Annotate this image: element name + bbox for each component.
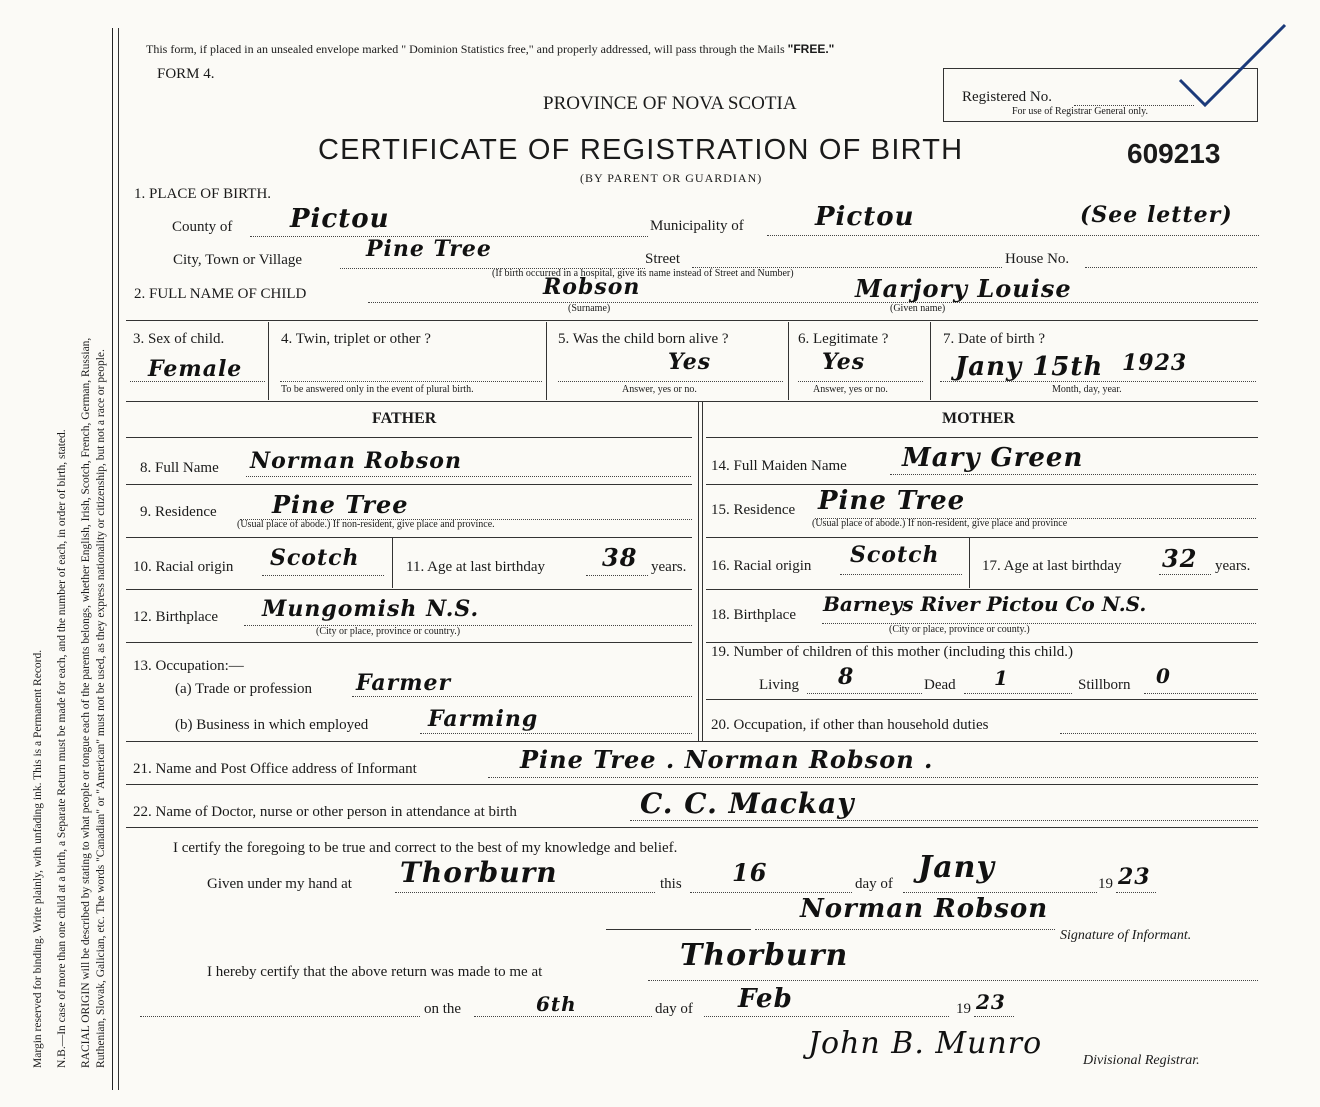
father-name-value: Norman Robson <box>250 448 462 474</box>
father-years-label: years. <box>651 559 687 575</box>
twin-note: To be answered only in the event of plural birth. <box>281 384 474 395</box>
informant-label: 21. Name and Post Office address of Informant <box>133 761 417 777</box>
county-value: Pictou <box>290 204 390 234</box>
child-given-name: Marjory Louise <box>855 274 1072 303</box>
given-day-line <box>690 892 852 893</box>
mother-heading-rule <box>706 437 1258 438</box>
born-alive-line <box>558 381 783 382</box>
mother-occupation-label: 20. Occupation, if other than household duties <box>711 717 989 733</box>
mother-residence-label: 15. Residence <box>711 502 796 518</box>
living-label: Living <box>759 677 799 693</box>
see-letter-note: (See letter) <box>1080 202 1233 228</box>
father-mother-divider-inner <box>702 401 703 741</box>
father-heading: FATHER <box>372 410 437 427</box>
form-number: FORM 4. <box>157 66 215 82</box>
father-age-label: 11. Age at last birthday <box>406 559 545 575</box>
hospital-note: (If birth occurred in a hospital, give its name instead of Street and Number) <box>492 268 794 279</box>
father-racial-line <box>262 575 384 576</box>
father-mother-divider <box>698 401 699 741</box>
rule-row3-top <box>126 320 1258 321</box>
father-residence-note: (Usual place of abode.) If non-resident, give place and province. <box>237 519 495 530</box>
mother-name-value: Mary Green <box>902 443 1084 473</box>
rule-informant-top <box>126 741 1258 742</box>
registered-number-label: Registered No. <box>962 89 1052 105</box>
father-rule-4 <box>126 642 692 643</box>
municipality-line <box>767 235 1259 236</box>
sex-label: 3. Sex of child. <box>133 331 225 347</box>
born-alive-note: Answer, yes or no. <box>622 384 697 395</box>
informant-signature-label: Signature of Informant. <box>1060 928 1192 943</box>
legitimate-label: 6. Legitimate ? <box>798 331 889 347</box>
street-label: Street <box>645 251 680 267</box>
father-trade-line <box>352 696 692 697</box>
living-line <box>807 693 922 694</box>
certify-text: I certify the foregoing to be true and correct to the best of my knowledge and belief. <box>173 840 678 856</box>
registrar-signature-label: Divisional Registrar. <box>1083 1053 1200 1068</box>
divider-3-4 <box>268 322 269 400</box>
binding-margin-line-inner <box>118 28 119 1090</box>
given-name-label: (Given name) <box>890 303 946 314</box>
father-racial-value: Scotch <box>270 545 360 571</box>
informant-signature-line <box>755 929 1055 930</box>
mother-rule-5 <box>706 699 1258 700</box>
father-business-line <box>420 733 692 734</box>
father-rule-2 <box>126 537 692 538</box>
mother-racial-value: Scotch <box>850 542 940 568</box>
mother-residence-value: Pine Tree <box>818 486 966 516</box>
registrar-year-value: 23 <box>976 990 1006 1014</box>
dead-line <box>964 693 1072 694</box>
this-label: this <box>660 876 682 892</box>
sex-value: Female <box>148 356 243 382</box>
child-surname: Robson <box>543 274 641 300</box>
given-year-value: 23 <box>1118 864 1151 890</box>
mother-age-value: 32 <box>1162 544 1198 573</box>
father-occupation-label: 13. Occupation:— <box>133 658 244 674</box>
registrar-month-value: Feb <box>738 984 793 1014</box>
father-business-value: Farming <box>428 706 539 732</box>
mother-birthplace-label: 18. Birthplace <box>711 607 796 623</box>
given-day-of-label: day of <box>855 876 893 892</box>
sex-line <box>130 381 265 382</box>
father-birthplace-note: (City or place, province or country.) <box>316 626 461 637</box>
registrar-lead-line <box>140 1016 420 1017</box>
mother-rule-2 <box>706 537 1258 538</box>
house-number-line <box>1085 267 1257 268</box>
father-rule-1 <box>126 484 692 485</box>
municipality-value: Pictou <box>815 202 915 232</box>
twin-label: 4. Twin, triplet or other ? <box>281 331 431 347</box>
registrar-place-value: Thorburn <box>680 938 849 973</box>
doctor-line <box>630 820 1258 821</box>
informant-value: Pine Tree . Norman Robson . <box>520 745 934 774</box>
legitimate-line <box>798 381 923 382</box>
mother-residence-note: (Usual place of abode.) If non-resident, give place and province <box>812 518 1068 529</box>
father-residence-label: 9. Residence <box>140 504 217 520</box>
mother-rule-3 <box>706 589 1258 590</box>
registrar-day-of-label: day of <box>655 1001 693 1017</box>
certificate-subtitle: (BY PARENT OR GUARDIAN) <box>580 171 763 185</box>
registrar-day-line <box>474 1016 652 1017</box>
rule-doctor-top <box>126 784 1258 785</box>
father-birthplace-label: 12. Birthplace <box>133 609 218 625</box>
given-year-line <box>1116 892 1156 893</box>
given-place-value: Thorburn <box>400 856 558 889</box>
mother-birthplace-line <box>822 623 1256 624</box>
house-number-label: House No. <box>1005 251 1070 267</box>
mother-rule-4 <box>706 642 1258 643</box>
given-place-line <box>395 892 655 893</box>
dead-value: 1 <box>994 666 1009 690</box>
registrar-on-label: on the <box>424 1001 462 1017</box>
side-note-racial-origin-1: RACIAL ORIGIN will be described by stating to what people or tongue each of the parents belongs, whether English, Irish, Scotch, French, German, Russian, <box>80 337 92 1068</box>
place-of-birth-heading: 1. PLACE OF BIRTH. <box>134 186 272 202</box>
given-under-hand-label: Given under my hand at <box>207 876 352 892</box>
certificate-title: CERTIFICATE OF REGISTRATION OF BIRTH <box>318 134 964 166</box>
registrar-month-line <box>704 1016 949 1017</box>
given-year-prefix: 19 <box>1098 876 1113 892</box>
informant-line <box>488 777 1258 778</box>
doctor-value: C. C. Mackay <box>640 787 855 820</box>
father-trade-value: Farmer <box>356 670 452 696</box>
registrar-year-line <box>974 1016 1014 1017</box>
mother-birthplace-value: Barneys River Pictou Co N.S. <box>823 592 1147 616</box>
city-label: City, Town or Village <box>173 252 303 268</box>
registrar-use-note: For use of Registrar General only. <box>1012 106 1148 117</box>
child-name-line <box>368 302 1258 303</box>
child-name-label: 2. FULL NAME OF CHILD <box>134 286 307 302</box>
father-age-value: 38 <box>602 543 638 572</box>
divider-4-5 <box>546 322 547 400</box>
date-of-birth-line <box>940 381 1256 382</box>
rule-parents-top <box>126 401 1258 402</box>
registrar-place-line <box>648 980 1258 981</box>
father-racial-age-divider <box>392 538 393 588</box>
father-birthplace-value: Mungomish N.S. <box>262 596 480 622</box>
born-alive-value: Yes <box>668 349 712 375</box>
date-of-birth-value: Jany 15th <box>955 352 1104 382</box>
city-value: Pine Tree <box>366 236 492 262</box>
living-value: 8 <box>838 664 855 690</box>
mother-heading: MOTHER <box>942 410 1015 427</box>
dead-label: Dead <box>924 677 956 693</box>
given-month-value: Jany <box>918 850 995 885</box>
mail-note: This form, if placed in an unsealed envelope marked " Dominion Statistics free," and properly addressed, will pass through the Mails "FREE." <box>146 42 835 56</box>
mother-age-label: 17. Age at last birthday <box>982 558 1122 574</box>
mother-occupation-line <box>1060 733 1256 734</box>
given-month-line <box>903 892 1097 893</box>
divider-6-7 <box>930 322 931 400</box>
legitimate-note: Answer, yes or no. <box>813 384 888 395</box>
mother-age-line <box>1159 574 1211 575</box>
given-day-value: 16 <box>732 858 768 887</box>
twin-line <box>280 381 542 382</box>
stillborn-value: 0 <box>1156 664 1171 688</box>
divider-5-6 <box>788 322 789 400</box>
mother-birthplace-note: (City or place, province or county.) <box>889 624 1030 635</box>
surname-label: (Surname) <box>568 303 611 314</box>
registrar-certify-text: I hereby certify that the above return was made to me at <box>207 964 543 980</box>
father-rule-3 <box>126 589 692 590</box>
binding-margin-line <box>112 28 113 1090</box>
father-residence-value: Pine Tree <box>272 490 409 519</box>
mother-name-line <box>890 474 1256 475</box>
rule-certify-top <box>126 827 1258 828</box>
father-birthplace-line <box>244 625 692 626</box>
mother-racial-line <box>840 574 962 575</box>
father-name-line <box>246 476 691 477</box>
registrar-day-value: 6th <box>536 992 577 1016</box>
stillborn-label: Stillborn <box>1078 677 1131 693</box>
date-of-birth-year: 1923 <box>1122 350 1188 376</box>
father-trade-label: (a) Trade or profession <box>175 681 313 697</box>
legitimate-value: Yes <box>822 349 866 375</box>
informant-signature: Norman Robson <box>800 894 1049 924</box>
side-note-binding: Margin reserved for binding. Write plainly, with unfading ink. This is a Permanent Record. <box>32 649 44 1068</box>
stillborn-line <box>1144 693 1256 694</box>
registrar-year-prefix: 19 <box>956 1001 971 1017</box>
serial-number: 609213 <box>1127 138 1221 169</box>
registrar-signature: John B. Munro <box>808 1026 1043 1061</box>
date-of-birth-label: 7. Date of birth ? <box>943 331 1046 347</box>
father-age-line <box>586 575 648 576</box>
side-note-multiple-births: N.B.—In case of more than one child at a birth, a Separate Return must be made for each, and the number of each, in order of birth, stated. <box>56 429 68 1068</box>
born-alive-label: 5. Was the child born alive ? <box>558 331 729 347</box>
province-heading: PROVINCE OF NOVA SCOTIA <box>543 93 797 114</box>
father-business-label: (b) Business in which employed <box>175 717 369 733</box>
father-racial-label: 10. Racial origin <box>133 559 234 575</box>
doctor-label: 22. Name of Doctor, nurse or other person in attendance at birth <box>133 804 517 820</box>
mother-name-label: 14. Full Maiden Name <box>711 458 847 474</box>
mother-racial-label: 16. Racial origin <box>711 558 812 574</box>
registrar-check-mark <box>1120 20 1300 110</box>
father-name-label: 8. Full Name <box>140 460 219 476</box>
father-heading-rule <box>126 437 692 438</box>
county-label: County of <box>172 219 233 235</box>
mother-rule-1 <box>706 484 1258 485</box>
municipality-label: Municipality of <box>650 218 744 234</box>
mother-racial-age-divider <box>969 538 970 588</box>
date-of-birth-note: Month, day, year. <box>1052 384 1122 395</box>
mother-years-label: years. <box>1215 558 1251 574</box>
mother-children-label: 19. Number of children of this mother (including this child.) <box>711 644 1074 660</box>
side-note-racial-origin-2: Ruthenian, Slovak, Galician, etc. The words "Canadian" or "American" must not be used, as they express nationality or citizenship, but not a race or people. <box>95 349 107 1068</box>
informant-signature-line-left <box>606 929 751 930</box>
